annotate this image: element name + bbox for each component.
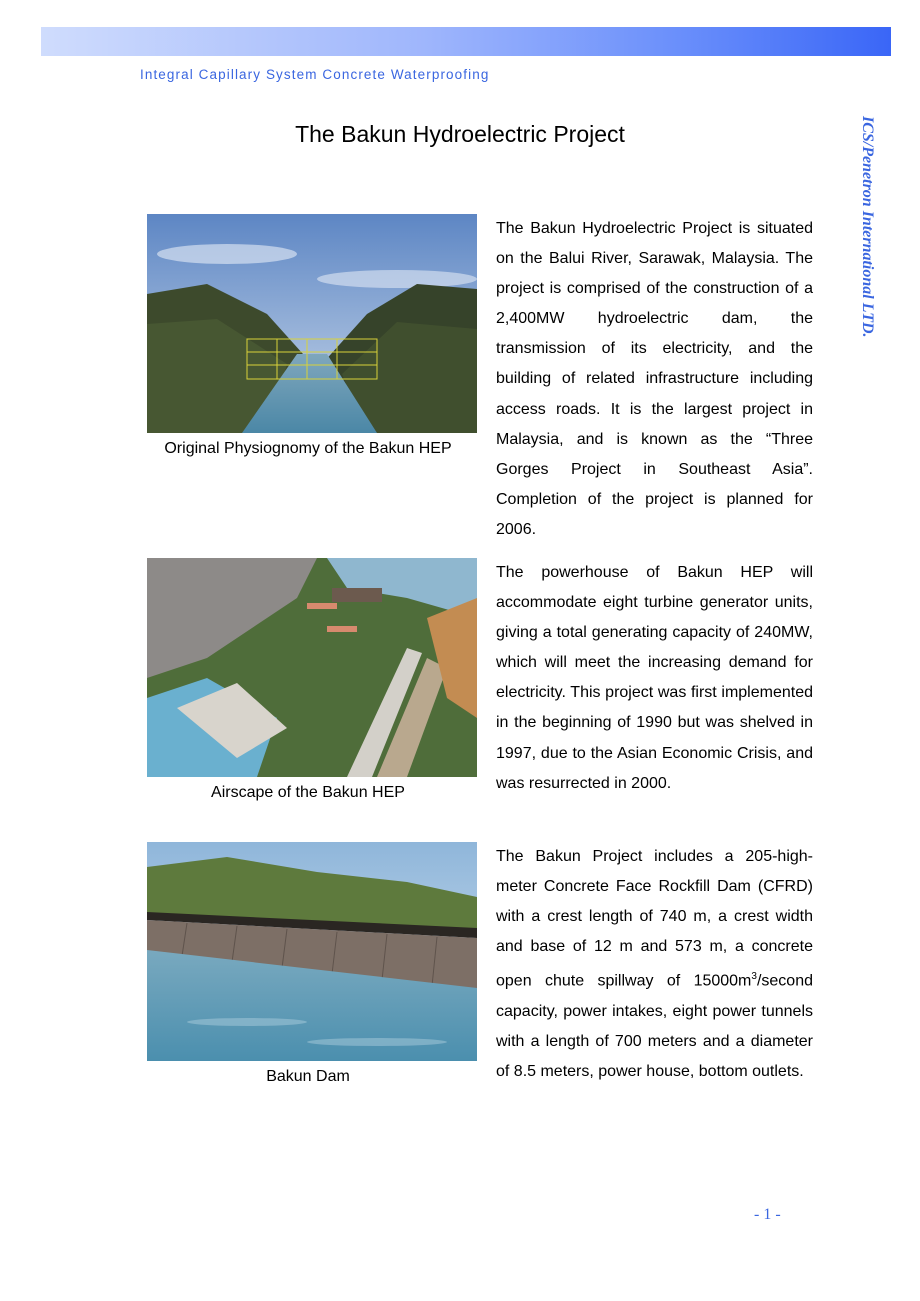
paragraph-dam-specs-part2: /second capacity, power intakes, eight power tunnels with a length of 700 meters and a diameter of 8.5 meters, power house, bottom outlets. — [496, 972, 813, 1080]
paragraph-intro: The Bakun Hydroelectric Project is situated on the Balui River, Sarawak, Malaysia. The project is comprised of the construction of a 2,400MW hydroelectric dam, the transmission of its electricity, and the building of related infrastructure including access roads. It is the largest project in Malaysia, and is known as the “Three Gorges Project in Southeast Asia”. Completion of the project is planned for 2006. — [496, 220, 813, 538]
header-subtitle: Integral Capillary System Concrete Waterproofing — [140, 67, 490, 82]
figure-caption: Original Physiognomy of the Bakun HEP — [164, 440, 452, 457]
valley-image — [147, 214, 477, 433]
dam-image — [147, 842, 477, 1061]
figure-physiognomy — [147, 214, 477, 457]
page-title: The Bakun Hydroelectric Project — [295, 121, 625, 147]
page-number: - 1 - — [754, 1206, 781, 1223]
header-gradient-bar — [41, 27, 891, 56]
figure-caption: Bakun Dam — [266, 1068, 350, 1085]
superscript-cubed: 3 — [751, 971, 757, 983]
paragraph-powerhouse: The powerhouse of Bakun HEP will accommodate eight turbine generator units, giving a total generating capacity of 240MW, which will meet the increasing demand for electricity. This project was first implemented in the beginning of 1990 but was shelved in 1997, due to the Asian Economic Crisis, and was resurrected in 2000. — [496, 564, 813, 792]
side-brand: ICS/Penetron International LTD. — [859, 116, 876, 338]
paragraph-dam-specs — [496, 842, 813, 1087]
airscape-image — [147, 558, 477, 777]
figure-caption: Airscape of the Bakun HEP — [211, 784, 405, 801]
figure-airscape — [147, 558, 477, 801]
paragraph-dam-specs-part1: The Bakun Project includes a 205-high-meter Concrete Face Rockfill Dam (CFRD) with a crest length of 740 m, a crest width and base of 12 m and 573 m, a concrete open chute spillway of 15000m — [496, 848, 813, 990]
figure-dam — [147, 842, 477, 1085]
